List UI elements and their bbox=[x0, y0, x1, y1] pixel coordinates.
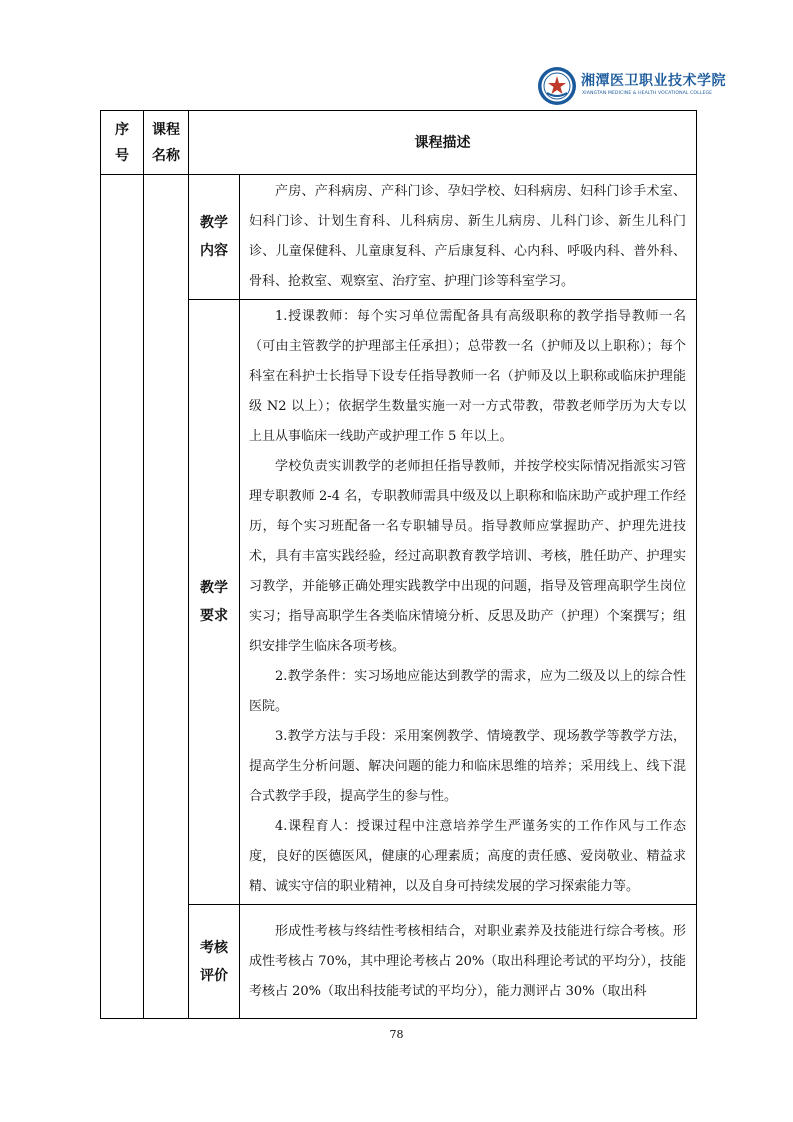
header-course-name bbox=[144, 111, 189, 175]
table-header-row bbox=[101, 111, 697, 175]
row-label-assessment bbox=[189, 905, 240, 1019]
row-label-line2: 评价 bbox=[200, 967, 228, 984]
paragraph: 2.教学条件：实习场地应能达到教学的需求，应为二级及以上的综合性医院。 bbox=[249, 669, 686, 714]
row-label-line1: 考核 bbox=[200, 939, 228, 956]
course-name-cell bbox=[144, 175, 189, 1019]
table-row bbox=[101, 905, 697, 1019]
header-seq-line1: 序 bbox=[115, 121, 129, 138]
table-row bbox=[101, 175, 697, 300]
assessment-text bbox=[240, 905, 697, 1019]
teaching-requirements-text bbox=[240, 300, 697, 905]
header-seq-line2: 号 bbox=[115, 147, 129, 164]
college-name-en: XIANGTAN MEDICINE & HEALTH VOCATIONAL COLLEGE bbox=[582, 91, 713, 96]
row-label-line2: 要求 bbox=[200, 608, 228, 624]
row-label-line1: 教学 bbox=[200, 215, 228, 231]
paragraph: 学校负责实训教学的老师担任指导教师，并按学校实际情况指派实习管理专职教师 2-4 名，专职教师需具中级及以上职称和临床助产或护理工作经历，每个实习班配备一名专职辅导员。指导教师应掌握助产、护理先进技术，具有丰富实践经验，经过高职教育教学培训、考核，胜任助产、护理实习教学，并能够正确处理实践教学中出现的问题，指导及管理高职学生岗位实习；指导高职学生各类临床情境分析、反思及助产（护理）个案撰写；组织安排学生临床各项考核。 bbox=[249, 459, 686, 654]
row-label-line1: 教学 bbox=[200, 580, 228, 596]
college-emblem-icon bbox=[537, 66, 577, 106]
table-row bbox=[101, 300, 697, 905]
header-course-name-line2: 名称 bbox=[152, 147, 180, 164]
paragraph: 1.授课教师：每个实习单位需配备具有高级职称的教学指导教师一名（可由主管教学的护理部主任承担）；总带教一名（护师及以上职称）；每个科室在科护士长指导下设专任指导教师一名（护师及以上职称或临床护理能级 N2 以上）；依据学生数量实施一对一方式带教，带教老师学历为大专以上且从事临床一线助产或护理工作 5 年以上。 bbox=[249, 309, 686, 444]
page-number: 78 bbox=[389, 1028, 404, 1041]
header-course-name-line1: 课程 bbox=[152, 121, 180, 138]
row-label-teaching-content bbox=[189, 175, 240, 300]
paragraph: 4.课程育人：授课过程中注意培养学生严谨务实的工作作风与工作态度，良好的医德医风，健康的心理素质；高度的责任感、爱岗敬业、精益求精、诚实守信的职业精神，以及自身可持续发展的学习探索能力等。 bbox=[249, 819, 686, 894]
course-description-table bbox=[100, 110, 697, 1019]
college-name-cn: 湘潭医卫职业技术学院 bbox=[581, 73, 726, 89]
header-seq bbox=[101, 111, 144, 175]
teaching-content-text bbox=[240, 175, 697, 300]
paragraph: 3.教学方法与手段：采用案例教学、情境教学、现场教学等教学方法，提高学生分析问题、解决问题的能力和临床思维的培养；采用线上、线下混合式教学手段，提高学生的参与性。 bbox=[249, 729, 686, 804]
seq-cell bbox=[101, 175, 144, 1019]
paragraph: 形成性考核与终结性考核相结合，对职业素养及技能进行综合考核。形成性考核占 70%，其中理论考核占 20%（取出科理论考试的平均分），技能考核占 20%（取出科技能考试的平均分），能力测评占 30%（取出科 bbox=[249, 923, 686, 999]
row-label-line2: 内容 bbox=[200, 243, 228, 259]
paragraph: 产房、产科病房、产科门诊、孕妇学校、妇科病房、妇科门诊手术室、妇科门诊、计划生育科、儿科病房、新生儿病房、儿科门诊、新生儿科门诊、儿童保健科、儿童康复科、产后康复科、心内科、呼吸内科、普外科、骨科、抢救室、观察室、治疗室、护理门诊等科室学习。 bbox=[249, 184, 686, 289]
college-logo bbox=[537, 66, 726, 110]
row-label-teaching-requirements bbox=[189, 300, 240, 905]
header-course-description: 课程描述 bbox=[189, 111, 697, 175]
